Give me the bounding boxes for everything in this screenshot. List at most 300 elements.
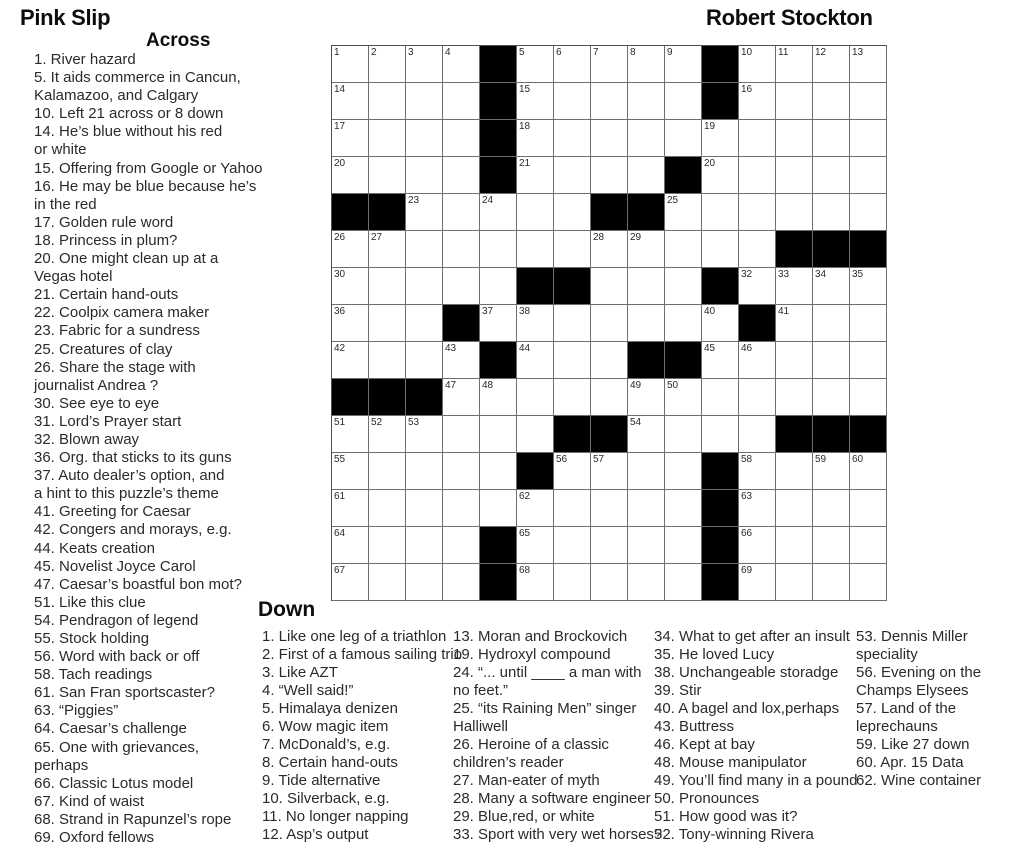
grid-cell-r4c8[interactable] [591,157,628,194]
clue-line: 12. Asp’s output [262,826,369,843]
grid-cell-r12c10[interactable] [665,453,702,490]
grid-cell-r9c3[interactable] [406,342,443,379]
clue-line: 28. Many a software engineer [453,790,651,807]
cell-number: 12 [815,47,827,58]
cell-number: 28 [593,232,605,243]
grid-cell-r2c2[interactable] [369,83,406,120]
grid-cell-r1c2[interactable] [369,46,406,83]
clue-line: 53. Dennis Miller [856,628,968,645]
grid-cell-r1c3[interactable] [406,46,443,83]
grid-cell-r11c10[interactable] [665,416,702,453]
grid-cell-r3c7[interactable] [554,120,591,157]
grid-cell-r13c6[interactable] [517,490,554,527]
grid-cell-r9c12[interactable] [739,342,776,379]
grid-cell-r4c4[interactable] [443,157,480,194]
grid-cell-r13c10[interactable] [665,490,702,527]
grid-cell-r14c11 [702,527,739,564]
grid-cell-r7c2[interactable] [369,268,406,305]
grid-cell-r13c2[interactable] [369,490,406,527]
grid-cell-r6c4[interactable] [443,231,480,268]
clue-line: 1. River hazard [34,51,136,68]
grid-cell-r7c15[interactable] [850,268,887,305]
grid-cell-r11c12[interactable] [739,416,776,453]
grid-cell-r7c11 [702,268,739,305]
down-clue-column-2 [453,628,662,844]
grid-cell-r3c3[interactable] [406,120,443,157]
clue-line: perhaps [34,756,89,774]
grid-cell-r4c10 [665,157,702,194]
cell-number: 49 [630,380,642,391]
grid-cell-r13c12[interactable] [739,490,776,527]
grid-cell-r11c3[interactable] [406,416,443,453]
grid-cell-r14c2[interactable] [369,527,406,564]
grid-cell-r2c11 [702,83,739,120]
grid-cell-r10c5[interactable] [480,379,517,416]
grid-cell-r2c1[interactable] [332,83,369,120]
grid-cell-r8c15[interactable] [850,305,887,342]
grid-cell-r1c13[interactable] [776,46,813,83]
grid-cell-r6c10[interactable] [665,231,702,268]
grid-cell-r5c10[interactable] [665,194,702,231]
grid-cell-r10c9[interactable] [628,379,665,416]
clue-line: 55. Stock holding [34,630,150,647]
clue-line: 30. See eye to eye [34,394,160,412]
grid-cell-r5c4[interactable] [443,194,480,231]
clue-line: 25. Creatures of clay [34,340,173,358]
grid-cell-r15c4[interactable] [443,564,480,601]
grid-cell-r1c12[interactable] [739,46,776,83]
grid-cell-r11c14 [813,416,850,453]
cell-number: 68 [519,565,531,576]
grid-cell-r7c13[interactable] [776,268,813,305]
grid-cell-r13c13[interactable] [776,490,813,527]
cell-number: 23 [408,195,420,206]
grid-cell-r9c9 [628,342,665,379]
grid-cell-r14c10[interactable] [665,527,702,564]
grid-cell-r14c9[interactable] [628,527,665,564]
clue-line: 19. Hydroxyl compound [453,646,611,663]
clue-line: 5. Himalaya denizen [262,700,398,717]
grid-cell-r8c4 [443,305,480,342]
clue-line: 4. “Well said!” [262,682,354,699]
grid-cell-r11c15 [850,416,887,453]
grid-cell-r6c8[interactable] [591,231,628,268]
cell-number: 8 [630,47,636,58]
grid-cell-r10c7[interactable] [554,379,591,416]
grid-cell-r10c12[interactable] [739,379,776,416]
clue-line: 14. He’s blue without his red [34,123,223,141]
grid-cell-r6c5[interactable] [480,231,517,268]
grid-cell-r3c12[interactable] [739,120,776,157]
grid-cell-r7c8[interactable] [591,268,628,305]
clue-line: 26. Share the stage with [34,358,196,376]
grid-cell-r9c14[interactable] [813,342,850,379]
grid-cell-r4c5 [480,157,517,194]
grid-cell-r14c7[interactable] [554,527,591,564]
cell-number: 48 [482,380,494,391]
grid-cell-r15c14[interactable] [813,564,850,601]
clue-line: 51. Like this clue [34,593,146,611]
grid-cell-r14c8[interactable] [591,527,628,564]
clue-line: 38. Unchangeable storadge [654,664,839,681]
grid-cell-r2c8[interactable] [591,83,628,120]
grid-cell-r15c6[interactable] [517,564,554,601]
clue-line: 52. Tony-winning Rivera [654,826,814,843]
cell-number: 53 [408,417,420,428]
grid-cell-r13c5[interactable] [480,490,517,527]
grid-cell-r9c7[interactable] [554,342,591,379]
cell-number: 64 [334,528,346,539]
grid-cell-r6c9[interactable] [628,231,665,268]
grid-cell-r8c12 [739,305,776,342]
grid-cell-r8c3[interactable] [406,305,443,342]
grid-cell-r8c9[interactable] [628,305,665,342]
grid-cell-r7c9[interactable] [628,268,665,305]
cell-number: 46 [741,343,753,354]
grid-cell-r2c15[interactable] [850,83,887,120]
grid-cell-r4c11[interactable] [702,157,739,194]
grid-cell-r3c1[interactable] [332,120,369,157]
grid-cell-r13c7[interactable] [554,490,591,527]
clue-line: 61. San Fran sportscaster? [34,684,215,702]
cell-number: 24 [482,195,494,206]
grid-cell-r15c3[interactable] [406,564,443,601]
grid-cell-r11c5[interactable] [480,416,517,453]
grid-cell-r12c4[interactable] [443,453,480,490]
grid-cell-r9c15[interactable] [850,342,887,379]
grid-cell-r5c5[interactable] [480,194,517,231]
grid-cell-r9c1[interactable] [332,342,369,379]
grid-cell-r10c6[interactable] [517,379,554,416]
grid-cell-r9c6[interactable] [517,342,554,379]
grid-cell-r12c14[interactable] [813,453,850,490]
grid-cell-r7c12[interactable] [739,268,776,305]
clue-line: 67. Kind of waist [34,792,145,810]
grid-cell-r2c4[interactable] [443,83,480,120]
grid-cell-r13c4[interactable] [443,490,480,527]
cell-number: 15 [519,84,531,95]
grid-cell-r6c3[interactable] [406,231,443,268]
grid-cell-r2c3[interactable] [406,83,443,120]
grid-cell-r4c13[interactable] [776,157,813,194]
grid-cell-r14c1[interactable] [332,527,369,564]
grid-cell-r14c3[interactable] [406,527,443,564]
grid-cell-r3c2[interactable] [369,120,406,157]
grid-cell-r15c15[interactable] [850,564,887,601]
grid-cell-r7c5[interactable] [480,268,517,305]
cell-number: 67 [334,565,346,576]
grid-cell-r8c13[interactable] [776,305,813,342]
grid-cell-r6c1[interactable] [332,231,369,268]
clue-line: 31. Lord’s Prayer start [34,412,182,430]
grid-cell-r14c14[interactable] [813,527,850,564]
clue-line: 50. Pronounces [654,790,760,807]
cell-number: 1 [334,47,340,58]
grid-cell-r4c15[interactable] [850,157,887,194]
grid-cell-r6c12[interactable] [739,231,776,268]
cell-number: 20 [704,158,716,169]
clue-line: 57. Land of the [856,700,957,717]
cell-number: 14 [334,84,346,95]
grid-cell-r6c11[interactable] [702,231,739,268]
grid-cell-r4c1[interactable] [332,157,369,194]
grid-cell-r1c8[interactable] [591,46,628,83]
grid-cell-r2c12[interactable] [739,83,776,120]
clue-line: 29. Blue,red, or white [453,808,595,825]
grid-cell-r13c15[interactable] [850,490,887,527]
grid-cell-r2c9[interactable] [628,83,665,120]
grid-cell-r11c2[interactable] [369,416,406,453]
cell-number: 11 [778,47,789,58]
grid-cell-r6c6[interactable] [517,231,554,268]
grid-cell-r3c5 [480,120,517,157]
grid-cell-r1c11 [702,46,739,83]
grid-cell-r13c3[interactable] [406,490,443,527]
clue-line: 49. You’ll find many in a pound [654,772,858,789]
grid-cell-r4c12[interactable] [739,157,776,194]
grid-cell-r7c14[interactable] [813,268,850,305]
cell-number: 47 [445,380,457,391]
grid-cell-r9c2[interactable] [369,342,406,379]
grid-cell-r5c11[interactable] [702,194,739,231]
grid-cell-r8c2[interactable] [369,305,406,342]
cell-number: 29 [630,232,642,243]
grid-cell-r10c10[interactable] [665,379,702,416]
clue-line: speciality [856,646,918,663]
grid-cell-r3c6[interactable] [517,120,554,157]
clue-line: 48. Mouse manipulator [654,754,807,771]
grid-cell-r7c1[interactable] [332,268,369,305]
grid-cell-r1c4[interactable] [443,46,480,83]
grid-cell-r10c14[interactable] [813,379,850,416]
grid-cell-r2c14[interactable] [813,83,850,120]
clue-line: 25. “its Raining Men” singer [453,700,637,717]
grid-cell-r5c15[interactable] [850,194,887,231]
clue-line: 62. Wine container [856,772,982,789]
grid-cell-r3c13[interactable] [776,120,813,157]
grid-cell-r8c6[interactable] [517,305,554,342]
grid-cell-r3c15[interactable] [850,120,887,157]
cell-number: 16 [741,84,753,95]
grid-cell-r4c9[interactable] [628,157,665,194]
clue-line: 6. Wow magic item [262,718,389,735]
grid-cell-r12c13[interactable] [776,453,813,490]
cell-number: 7 [593,47,599,58]
cell-number: 51 [334,417,346,428]
grid-cell-r14c12[interactable] [739,527,776,564]
grid-cell-r4c14[interactable] [813,157,850,194]
cell-number: 34 [815,269,827,280]
grid-cell-r3c11[interactable] [702,120,739,157]
clue-line: 69. Oxford fellows [34,829,155,847]
grid-cell-r15c7[interactable] [554,564,591,601]
cell-number: 61 [334,491,346,502]
clue-line: 44. Keats creation [34,539,155,557]
grid-cell-r5c6[interactable] [517,194,554,231]
grid-cell-r14c13[interactable] [776,527,813,564]
grid-cell-r9c5 [480,342,517,379]
grid-cell-r13c1[interactable] [332,490,369,527]
grid-cell-r10c11[interactable] [702,379,739,416]
grid-cell-r5c12[interactable] [739,194,776,231]
grid-cell-r14c5 [480,527,517,564]
grid-cell-r4c3[interactable] [406,157,443,194]
clue-line: 65. One with grievances, [34,738,200,756]
cell-number: 4 [445,47,451,58]
grid-cell-r15c13[interactable] [776,564,813,601]
grid-cell-r3c4[interactable] [443,120,480,157]
grid-cell-r4c6[interactable] [517,157,554,194]
cell-number: 52 [371,417,383,428]
grid-cell-r11c6[interactable] [517,416,554,453]
cell-number: 44 [519,343,531,354]
grid-cell-r5c2 [369,194,406,231]
cell-number: 6 [556,47,562,58]
grid-cell-r2c7[interactable] [554,83,591,120]
grid-cell-r15c2[interactable] [369,564,406,601]
clue-line: 47. Caesar’s boastful bon mot? [34,575,242,593]
cell-number: 43 [445,343,457,354]
grid-cell-r11c1[interactable] [332,416,369,453]
grid-cell-r12c15[interactable] [850,453,887,490]
crossword-grid [331,45,887,601]
grid-cell-r15c10[interactable] [665,564,702,601]
clue-line: 18. Princess in plum? [34,231,178,249]
grid-cell-r5c9 [628,194,665,231]
grid-cell-r4c7[interactable] [554,157,591,194]
cell-number: 55 [334,454,346,465]
grid-cell-r12c12[interactable] [739,453,776,490]
grid-cell-r3c8[interactable] [591,120,628,157]
grid-cell-r9c4[interactable] [443,342,480,379]
clue-line: 23. Fabric for a sundress [34,322,200,340]
grid-cell-r1c14[interactable] [813,46,850,83]
grid-cell-r14c4[interactable] [443,527,480,564]
grid-cell-r3c9[interactable] [628,120,665,157]
grid-cell-r2c13[interactable] [776,83,813,120]
grid-cell-r6c7[interactable] [554,231,591,268]
grid-cell-r9c11[interactable] [702,342,739,379]
grid-cell-r8c1[interactable] [332,305,369,342]
grid-cell-r12c7[interactable] [554,453,591,490]
grid-cell-r15c8[interactable] [591,564,628,601]
grid-cell-r10c3 [406,379,443,416]
clue-line: 68. Strand in Rapunzel’s rope [34,810,232,828]
clue-line: 42. Congers and morays, e.g. [34,521,232,539]
grid-cell-r10c8[interactable] [591,379,628,416]
clue-line: 41. Greeting for Caesar [34,503,191,521]
grid-cell-r14c15[interactable] [850,527,887,564]
cell-number: 60 [852,454,864,465]
grid-cell-r11c11[interactable] [702,416,739,453]
clue-line: 10. Silverback, e.g. [262,790,390,807]
grid-cell-r7c4[interactable] [443,268,480,305]
clue-line: 35. He loved Lucy [654,646,775,663]
grid-cell-r3c10[interactable] [665,120,702,157]
clue-line: 24. “... until ____ a man with [453,664,642,681]
grid-cell-r9c8[interactable] [591,342,628,379]
grid-cell-r5c14[interactable] [813,194,850,231]
grid-cell-r2c5 [480,83,517,120]
grid-cell-r12c5[interactable] [480,453,517,490]
grid-cell-r5c3[interactable] [406,194,443,231]
grid-cell-r1c1[interactable] [332,46,369,83]
clue-line: 21. Certain hand-outs [34,286,179,304]
cell-number: 40 [704,306,716,317]
grid-cell-r10c2 [369,379,406,416]
grid-cell-r1c5 [480,46,517,83]
grid-cell-r2c10[interactable] [665,83,702,120]
grid-cell-r12c9[interactable] [628,453,665,490]
grid-cell-r13c14[interactable] [813,490,850,527]
grid-cell-r6c15 [850,231,887,268]
grid-cell-r12c11 [702,453,739,490]
grid-cell-r12c2[interactable] [369,453,406,490]
grid-cell-r15c12[interactable] [739,564,776,601]
grid-cell-r15c5 [480,564,517,601]
grid-cell-r4c2[interactable] [369,157,406,194]
grid-cell-r12c1[interactable] [332,453,369,490]
clue-line: 7. McDonald’s, e.g. [262,736,391,753]
grid-cell-r10c15[interactable] [850,379,887,416]
grid-cell-r10c13[interactable] [776,379,813,416]
grid-cell-r7c10[interactable] [665,268,702,305]
clue-line: 20. One might clean up at a [34,250,219,268]
grid-cell-r5c13[interactable] [776,194,813,231]
grid-cell-r7c3[interactable] [406,268,443,305]
cell-number: 33 [778,269,790,280]
grid-cell-r14c6[interactable] [517,527,554,564]
grid-cell-r12c3[interactable] [406,453,443,490]
grid-cell-r8c11[interactable] [702,305,739,342]
grid-cell-r1c7[interactable] [554,46,591,83]
cell-number: 35 [852,269,864,280]
grid-cell-r8c7[interactable] [554,305,591,342]
grid-cell-r7c7 [554,268,591,305]
grid-cell-r13c8[interactable] [591,490,628,527]
grid-cell-r13c9[interactable] [628,490,665,527]
grid-cell-r8c8[interactable] [591,305,628,342]
cell-number: 65 [519,528,531,539]
grid-cell-r11c4[interactable] [443,416,480,453]
grid-cell-r12c8[interactable] [591,453,628,490]
clue-line: 2. First of a famous sailing trio [262,646,463,663]
clue-line: 66. Classic Lotus model [34,774,194,792]
grid-cell-r11c9[interactable] [628,416,665,453]
grid-cell-r6c2[interactable] [369,231,406,268]
grid-cell-r9c13[interactable] [776,342,813,379]
grid-cell-r10c4[interactable] [443,379,480,416]
grid-cell-r3c14[interactable] [813,120,850,157]
grid-cell-r2c6[interactable] [517,83,554,120]
grid-cell-r15c9[interactable] [628,564,665,601]
clue-line: 15. Offering from Google or Yahoo [34,159,263,177]
grid-cell-r1c9[interactable] [628,46,665,83]
grid-cell-r5c7[interactable] [554,194,591,231]
clue-line: a hint to this puzzle’s theme [34,485,219,503]
grid-cell-r8c10[interactable] [665,305,702,342]
grid-cell-r1c6[interactable] [517,46,554,83]
clue-line: no feet.” [453,682,509,699]
grid-cell-r8c5[interactable] [480,305,517,342]
grid-cell-r13c11 [702,490,739,527]
grid-cell-r1c10[interactable] [665,46,702,83]
grid-cell-r8c14[interactable] [813,305,850,342]
grid-cell-r9c10 [665,342,702,379]
grid-cell-r15c1[interactable] [332,564,369,601]
cell-number: 57 [593,454,605,465]
grid-cell-r1c15[interactable] [850,46,887,83]
